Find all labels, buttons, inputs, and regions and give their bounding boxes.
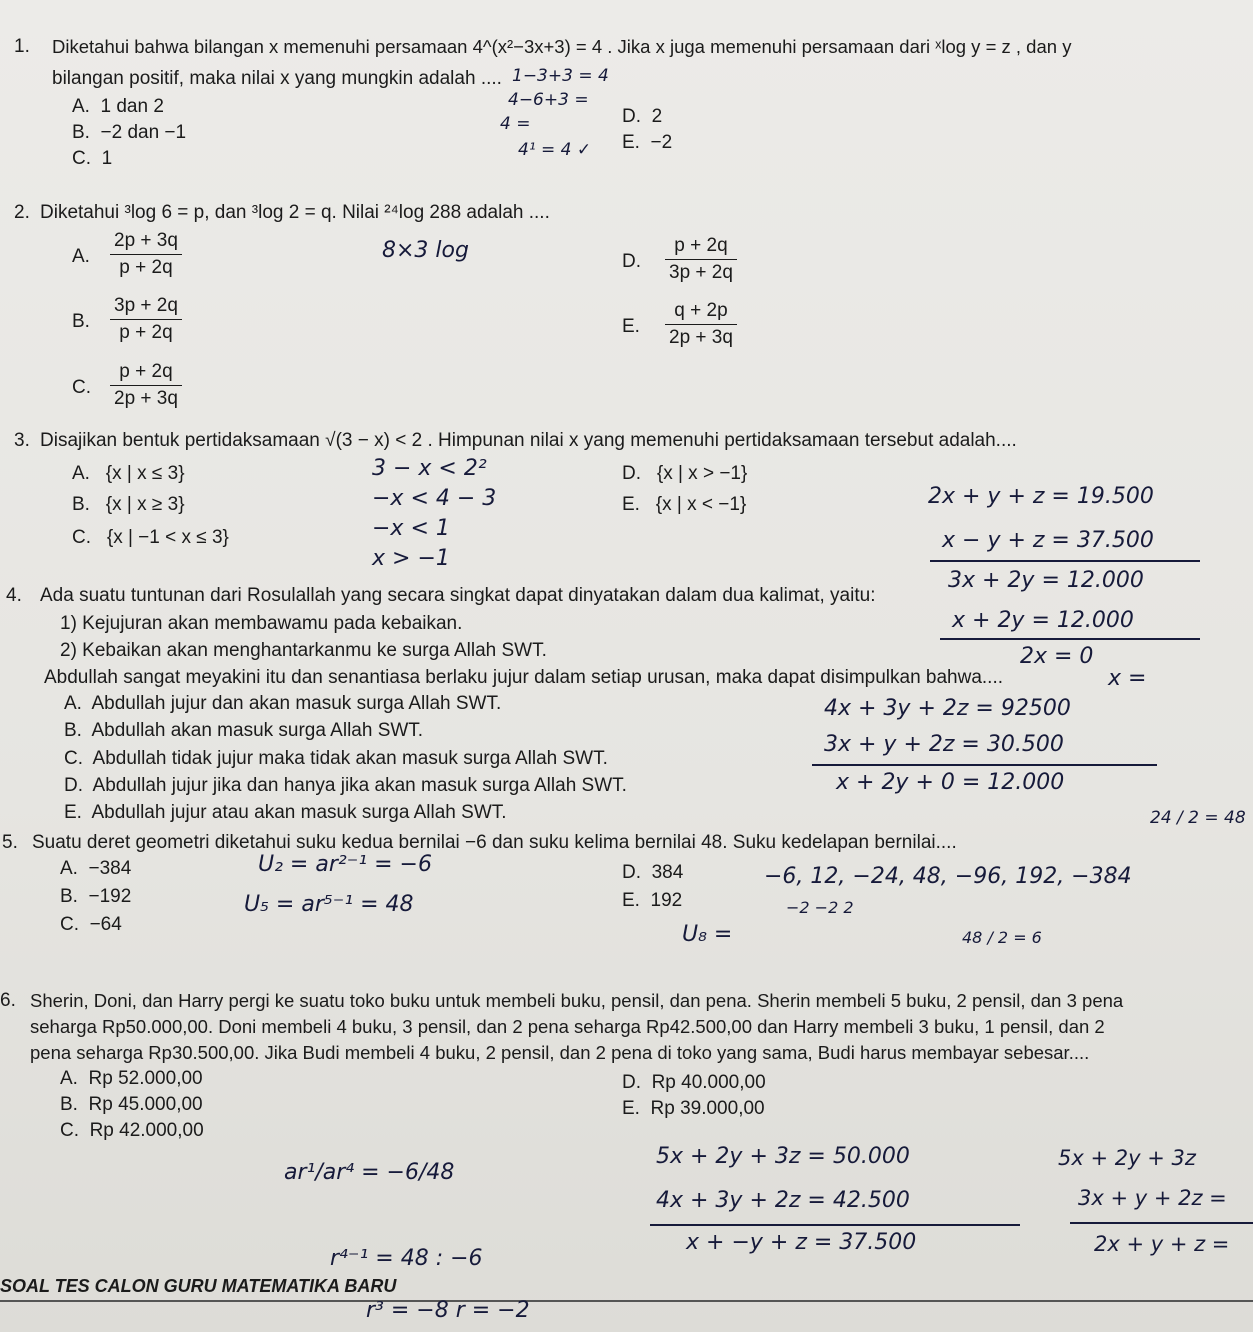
q6-line2: seharga Rp50.000,00. Doni membeli 4 buku, 3 pensil, dan 2 pena seharga Rp42.500,00 dan Harry membeli 3 buku, 1 pensil, dan 2 xyxy=(30,1016,1105,1037)
q3-option-c: C. {x | −1 < x ≤ 3} xyxy=(72,527,229,548)
hw-right-1: x − y + z = 37.500 xyxy=(942,528,1154,553)
hw-q5-2: U₈ = xyxy=(682,922,733,947)
q4-option-d: D. Abdullah jujur jika dan hanya jika akan masuk surga Allah SWT. xyxy=(64,775,627,796)
hw-right-8: x + 2y + 0 = 12.000 xyxy=(836,770,1065,795)
q1-option-b: B. −2 dan −1 xyxy=(72,122,187,143)
hw-underline-5 xyxy=(1070,1222,1253,1224)
hw-right-5: x = xyxy=(1108,666,1147,691)
q6-option-e: E. Rp 39.000,00 xyxy=(622,1098,765,1119)
hw-right-6: 4x + 3y + 2z = 92500 xyxy=(824,696,1071,721)
q3-number: 3. xyxy=(14,430,30,451)
q3-stem: Disajikan bentuk pertidaksamaan √(3 − x) < 2 . Himpunan nilai x yang memenuhi pertidaksamaan tersebut adalah.... xyxy=(40,430,1017,451)
hw-underline-1 xyxy=(930,560,1200,562)
hw-q1-0: 1−3+3 = 4 xyxy=(512,66,609,86)
q4-item2: 2) Kebaikan akan menghantarkanmu ke surga Allah SWT. xyxy=(60,640,547,661)
q2-number: 2. xyxy=(14,202,30,223)
q1-option-d: D. 2 xyxy=(622,106,663,127)
hw-bottom-6: 5x + 2y + 3z xyxy=(1058,1146,1196,1170)
hw-q1-1: 4−6+3 = xyxy=(508,90,589,110)
q4-item1: 1) Kejujuran akan membawamu pada kebaikan. xyxy=(60,613,463,634)
q1-number: 1. xyxy=(14,36,30,57)
hw-bottom-1: r⁴⁻¹ = 48 : −6 xyxy=(330,1246,483,1271)
hw-right-2: 3x + 2y = 12.000 xyxy=(948,568,1144,593)
hw-q5-4: −2 −2 2 xyxy=(786,898,854,917)
q2-option-d-label: D. xyxy=(622,251,641,272)
q1-stem-line2: bilangan positif, maka nilai x yang mungkin adalah .... xyxy=(52,68,502,89)
q6-option-c: C. Rp 42.000,00 xyxy=(60,1120,204,1141)
hw-bottom-5: x + −y + z = 37.500 xyxy=(686,1230,917,1255)
footer-divider xyxy=(0,1300,1253,1302)
q5-option-e: E. 192 xyxy=(622,890,683,911)
hw-right-7: 3x + y + 2z = 30.500 xyxy=(824,732,1064,757)
hw-q3-2: −x < 1 xyxy=(372,516,450,541)
q4-option-a: A. Abdullah jujur dan akan masuk surga Allah SWT. xyxy=(64,693,502,714)
hw-q1-2: 4 = xyxy=(500,114,531,134)
hw-q5-0: U₂ = ar²⁻¹ = −6 xyxy=(258,852,432,877)
q6-option-a: A. Rp 52.000,00 xyxy=(60,1068,203,1089)
q6-option-d: D. Rp 40.000,00 xyxy=(622,1072,766,1093)
q5-number: 5. xyxy=(2,832,18,853)
hw-q3-3: x > −1 xyxy=(372,546,450,571)
q3-option-e: E. {x | x < −1} xyxy=(622,494,747,515)
hw-bottom-4: 4x + 3y + 2z = 42.500 xyxy=(656,1188,910,1213)
q4-option-e: E. Abdullah jujur atau akan masuk surga Allah SWT. xyxy=(64,802,507,823)
q2-option-e-label: E. xyxy=(622,316,640,337)
q1-option-a: A. 1 dan 2 xyxy=(72,96,164,117)
hw-q3-0: 3 − x < 2² xyxy=(372,456,487,481)
hw-q3-1: −x < 4 − 3 xyxy=(372,486,497,511)
hw-bottom-8: 2x + y + z = xyxy=(1094,1232,1230,1256)
q2-option-c: $\frac{p + 2q}{2p + 3q}$ xyxy=(110,361,182,410)
q4-option-b: B. Abdullah akan masuk surga Allah SWT. xyxy=(64,720,424,741)
hw-right-0: 2x + y + z = 19.500 xyxy=(928,484,1154,509)
q6-line1: Sherin, Doni, dan Harry pergi ke suatu toko buku untuk membeli buku, pensil, dan pena. Sherin membeli 5 buku, 2 pensil, dan 3 pena xyxy=(30,990,1124,1011)
q3-option-a: A. {x | x ≤ 3} xyxy=(72,463,185,484)
q2-option-b-label: B. xyxy=(72,311,90,332)
q2-option-a-label: A. xyxy=(72,246,90,267)
hw-underline-4 xyxy=(650,1224,1020,1226)
hw-right-4: 2x = 0 xyxy=(1020,644,1094,669)
q6-number: 6. xyxy=(0,990,16,1011)
q4-option-c: C. Abdullah tidak jujur maka tidak akan masuk surga Allah SWT. xyxy=(64,748,608,769)
q4-stem: Ada suatu tuntunan dari Rosulallah yang secara singkat dapat dinyatakan dalam dua kalimat, yaitu: xyxy=(40,585,876,606)
q6-line3: pena seharga Rp30.500,00. Jika Budi membeli 4 buku, 2 pensil, dan 2 pena di toko yang sama, Budi harus membayar sebesar.... xyxy=(30,1042,1090,1063)
q2-option-b: $\frac{3p + 2q}{p + 2q}$ xyxy=(110,295,182,344)
hw-bottom-7: 3x + y + 2z = xyxy=(1078,1186,1227,1210)
q2-option-a: $\frac{2p + 3q}{p + 2q}$ xyxy=(110,230,182,279)
q2-option-d: $\frac{p + 2q}{3p + 2q}$ xyxy=(665,235,737,284)
hw-underline-3 xyxy=(812,764,1157,766)
hw-q5-5: 48 / 2 = 6 xyxy=(962,928,1042,947)
hw-bottom-3: 5x + 2y + 3z = 50.000 xyxy=(656,1144,910,1169)
hw-q5-1: U₅ = ar⁵⁻¹ = 48 xyxy=(244,892,414,917)
q5-option-d: D. 384 xyxy=(622,862,684,883)
q2-option-c-label: C. xyxy=(72,377,91,398)
hw-right-3: x + 2y = 12.000 xyxy=(952,608,1134,633)
hw-bottom-0: ar¹/ar⁴ = −6/48 xyxy=(284,1160,455,1185)
hw-q5-3: −6, 12, −24, 48, −96, 192, −384 xyxy=(764,864,1132,889)
q4-conclusion: Abdullah sangat meyakini itu dan senantiasa berlaku jujur dalam setiap urusan, maka dapat disimpulkan bahwa.... xyxy=(44,667,1004,688)
q5-option-a: A. −384 xyxy=(60,858,132,879)
q1-stem-line1: Diketahui bahwa bilangan x memenuhi persamaan 4^(x²−3x+3) = 4 . Jika x juga memenuhi persamaan dari ˣlog y = z , dan y xyxy=(52,36,1072,57)
q2-option-e: $\frac{q + 2p}{2p + 3q}$ xyxy=(665,300,737,349)
q5-option-b: B. −192 xyxy=(60,886,132,907)
q3-option-d: D. {x | x > −1} xyxy=(622,463,748,484)
hw-q2: 8×3 log xyxy=(382,238,469,263)
hw-bottom-2: r³ = −8 r = −2 xyxy=(366,1298,530,1323)
hw-q1-3: 4¹ = 4 ✓ xyxy=(518,140,592,160)
q6-option-b: B. Rp 45.000,00 xyxy=(60,1094,203,1115)
q5-stem: Suatu deret geometri diketahui suku kedua bernilai −6 dan suku kelima bernilai 48. Suku kedelapan bernilai.... xyxy=(32,832,957,853)
q1-option-c: C. 1 xyxy=(72,148,113,169)
hw-underline-2 xyxy=(940,638,1200,640)
hw-right-9: 24 / 2 = 48 xyxy=(1150,808,1246,828)
q2-stem: Diketahui ³log 6 = p, dan ³log 2 = q. Nilai ²⁴log 288 adalah .... xyxy=(40,202,550,223)
footer-title: SOAL TES CALON GURU MATEMATIKA BARU xyxy=(0,1276,397,1296)
q5-option-c: C. −64 xyxy=(60,914,122,935)
q1-option-e: E. −2 xyxy=(622,132,673,153)
q4-number: 4. xyxy=(6,585,22,606)
q3-option-b: B. {x | x ≥ 3} xyxy=(72,494,185,515)
